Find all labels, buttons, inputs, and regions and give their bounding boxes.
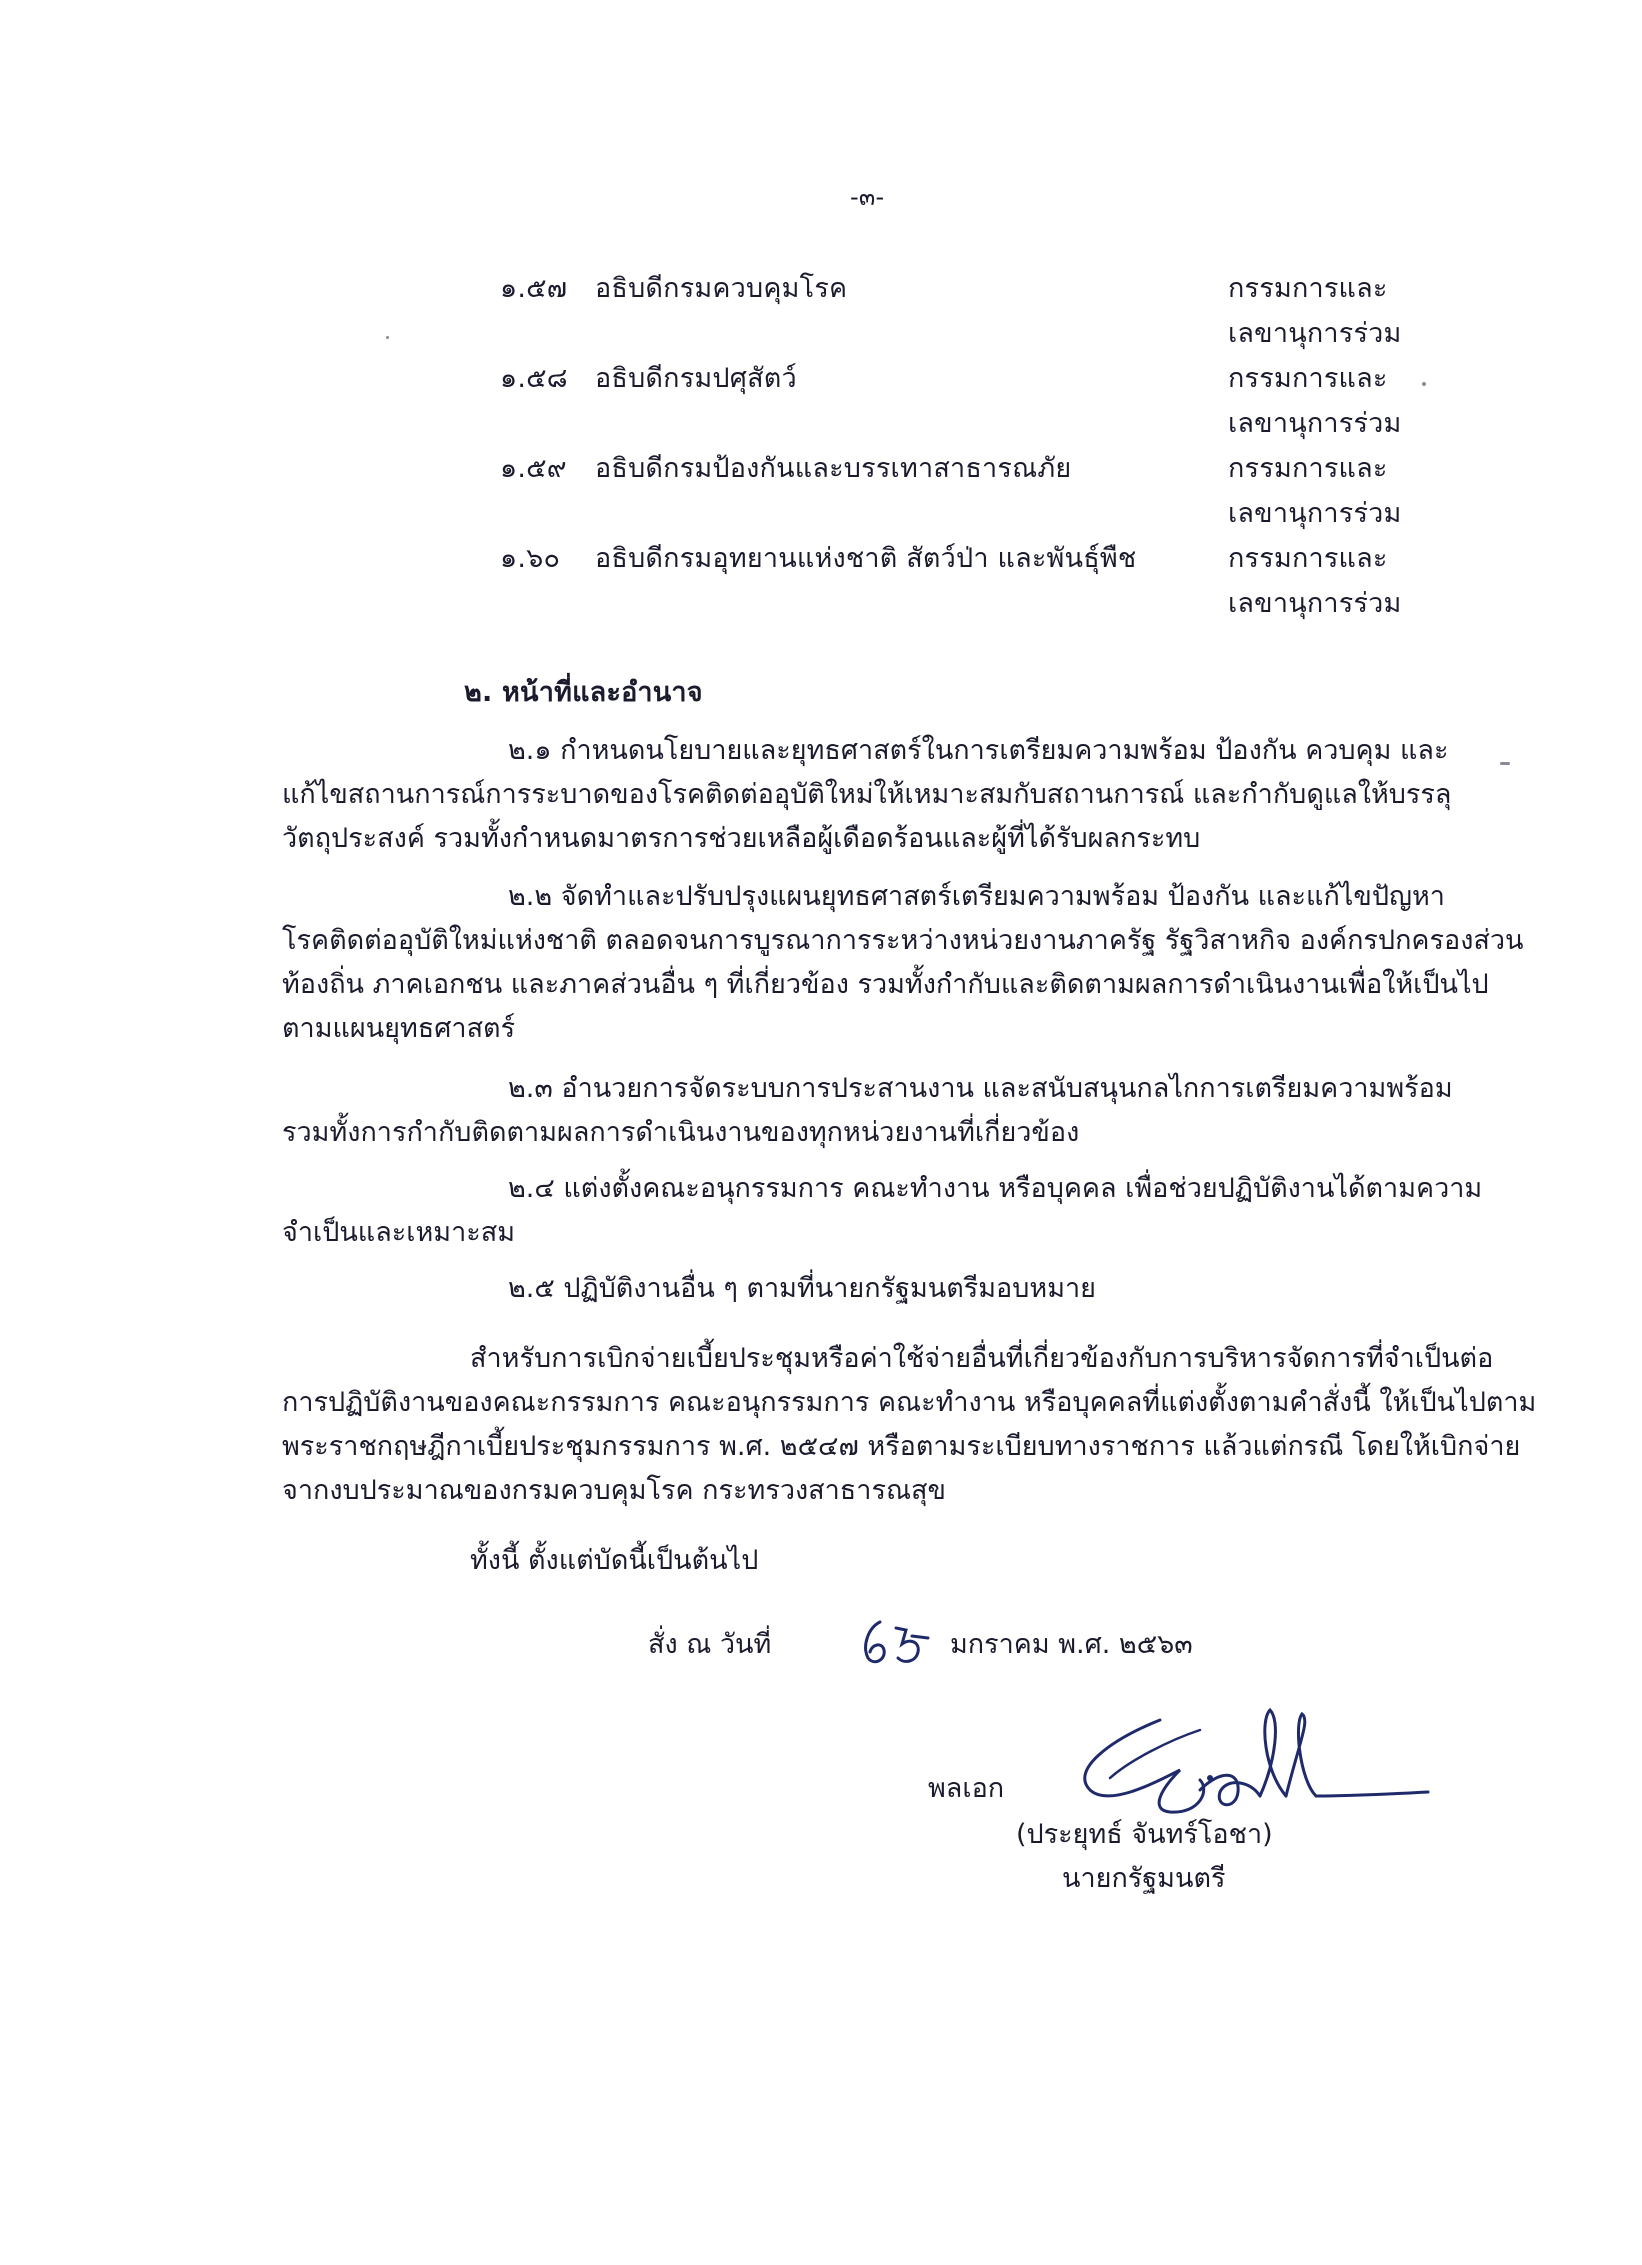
member-role: กรรมการและ [1228,273,1388,304]
handwritten-day-icon [858,1616,934,1668]
member-number: ๑.๕๗ [500,273,568,304]
scan-speck [1500,762,1510,765]
signer-name: (ประยุทธ์ จันทร์โอชา) [1016,1819,1273,1850]
paragraph-line: วัตถุประสงค์ รวมทั้งกำหนดมาตรการช่วยเหลือผู้เดือดร้อนและผู้ที่ได้รับผลกระทบ [282,823,1201,854]
member-role-cont: เลขานุการร่วม [1228,498,1402,529]
paragraph-line: ๒.๕ ปฏิบัติงานอื่น ๆ ตามที่นายกรัฐมนตรีมอบหมาย [508,1273,1096,1304]
paragraph-line: ๒.๑ กำหนดนโยบายและยุทธศาสตร์ในการเตรียมความพร้อม ป้องกัน ควบคุม และ [508,735,1449,766]
member-name: อธิบดีกรมป้องกันและบรรเทาสาธารณภัย [595,453,1072,484]
member-role: กรรมการและ [1228,543,1388,574]
paragraph-line: รวมทั้งการกำกับติดตามผลการดำเนินงานของทุกหน่วยงานที่เกี่ยวข้อง [282,1117,1080,1148]
member-role: กรรมการและ [1228,453,1388,484]
member-role-cont: เลขานุการร่วม [1228,588,1402,619]
signer-rank: พลเอก [928,1773,1005,1804]
section-heading: ๒. หน้าที่และอำนาจ [464,677,703,708]
member-role-cont: เลขานุการร่วม [1228,408,1402,439]
paragraph-line: พระราชกฤษฎีกาเบี้ยประชุมกรรมการ พ.ศ. ๒๕๔๗ หรือตามระเบียบทางราชการ แล้วแต่กรณี โดยให้เบิกจ่าย [282,1431,1521,1462]
paragraph-line: สำหรับการเบิกจ่ายเบี้ยประชุมหรือค่าใช้จ่ายอื่นที่เกี่ยวข้องกับการบริหารจัดการที่จำเป็นต่อ [470,1343,1494,1374]
member-name: อธิบดีกรมควบคุมโรค [595,273,848,304]
scan-speck [386,336,389,339]
paragraph-line: ท้องถิ่น ภาคเอกชน และภาคส่วนอื่น ๆ ที่เกี่ยวข้อง รวมทั้งกำกับและติดตามผลการดำเนินงานเพื่อให้เป็นไป [282,969,1489,1000]
paragraph-line: ๒.๔ แต่งตั้งคณะอนุกรรมการ คณะทำงาน หรือบุคคล เพื่อช่วยปฏิบัติงานได้ตามความ [508,1173,1483,1204]
page-number: -๓- [850,183,885,211]
paragraph-line: แก้ไขสถานการณ์การระบาดของโรคติดต่ออุบัติใหม่ให้เหมาะสมกับสถานการณ์ และกำกับดูแลให้บรรลุ [282,779,1452,810]
paragraph-line: โรคติดต่ออุบัติใหม่แห่งชาติ ตลอดจนการบูรณาการระหว่างหน่วยงานภาครัฐ รัฐวิสาหกิจ องค์กรปกครองส่วน [282,925,1524,956]
paragraph-line: ตามแผนยุทธศาสตร์ [282,1013,516,1044]
paragraph-line: จำเป็นและเหมาะสม [282,1217,516,1248]
paragraph-line: ๒.๓ อำนวยการจัดระบบการประสานงาน และสนับสนุนกลไกการเตรียมความพร้อม [508,1073,1453,1104]
member-number: ๑.๕๙ [500,453,567,484]
member-name: อธิบดีกรมอุทยานแห่งชาติ สัตว์ป่า และพันธุ์พืช [595,543,1137,574]
paragraph-line: ๒.๒ จัดทำและปรับปรุงแผนยุทธศาสตร์เตรียมความพร้อม ป้องกัน และแก้ไขปัญหา [508,881,1445,912]
effective-statement: ทั้งนี้ ตั้งแต่บัดนี้เป็นต้นไป [470,1545,759,1576]
paragraph-line: จากงบประมาณของกรมควบคุมโรค กระทรวงสาธารณสุข [282,1475,946,1506]
member-role: กรรมการและ [1228,363,1388,394]
member-name: อธิบดีกรมปศุสัตว์ [595,363,797,394]
member-number: ๑.๕๘ [500,363,568,394]
scan-speck [1422,382,1426,386]
member-role-cont: เลขานุการร่วม [1228,318,1402,349]
signer-position: นายกรัฐมนตรี [1062,1863,1226,1894]
date-suffix: มกราคม พ.ศ. ๒๕๖๓ [950,1629,1193,1660]
paragraph-line: การปฏิบัติงานของคณะกรรมการ คณะอนุกรรมการ คณะทำงาน หรือบุคคลที่แต่งตั้งตามคำสั่งนี้ ให้เป็นไปตาม [282,1387,1537,1418]
date-prefix: สั่ง ณ วันที่ [648,1629,772,1660]
member-number: ๑.๖๐ [500,543,561,574]
